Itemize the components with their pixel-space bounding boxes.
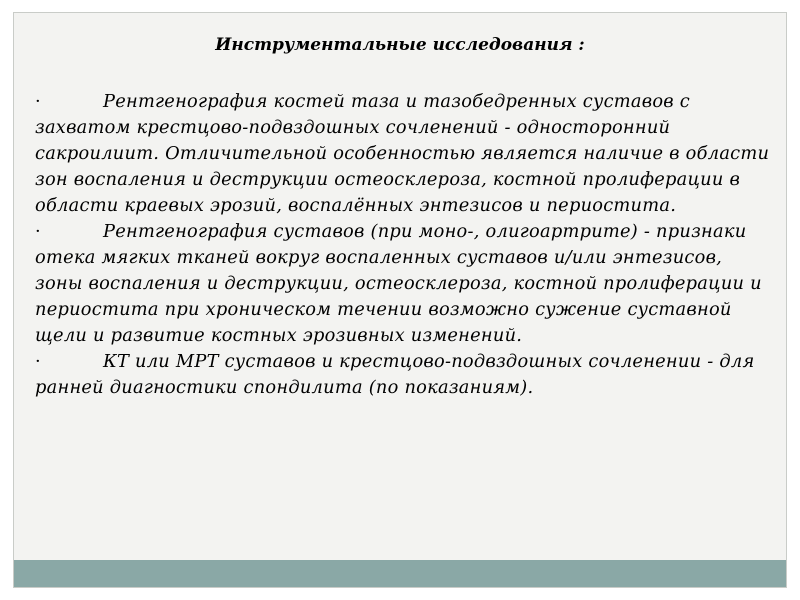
slide (13, 12, 787, 588)
list-item-text: КТ или МРТ суставов и крестцово-подвздошных сочленении - для ранней диагностики спондилита (по показаниям). (35, 351, 755, 398)
bullet-icon: · (35, 221, 41, 242)
footer-bar (14, 560, 786, 587)
bullet-icon: · (35, 91, 41, 112)
bullet-icon: · (35, 351, 41, 372)
slide-title: Инструментальные исследования : (215, 35, 585, 55)
list-item (35, 219, 775, 349)
slide-content (35, 89, 775, 401)
list-item (35, 349, 775, 401)
list-item (35, 89, 775, 219)
list-item-text: Рентгенография суставов (при моно-, олигоартрите) - признаки отека мягких тканей вокруг воспаленных суставов и/или энтезисов, зоны воспаления и деструкции, остеосклероза, костной пролиферации и периостита при хроническом течении возможно сужение суставной щели и развитие костных эрозивных изменений. (35, 221, 762, 346)
list-item-text: Рентгенография костей таза и тазобедренных суставов с захватом крестцово-подвздошных сочленений - односторонний сакроилиит. Отличительной особенностью является наличие в области зон воспаления и деструкции остеосклероза, костной пролиферации в области краевых эрозий, воспалённых энтезисов и периостита. (35, 91, 770, 216)
